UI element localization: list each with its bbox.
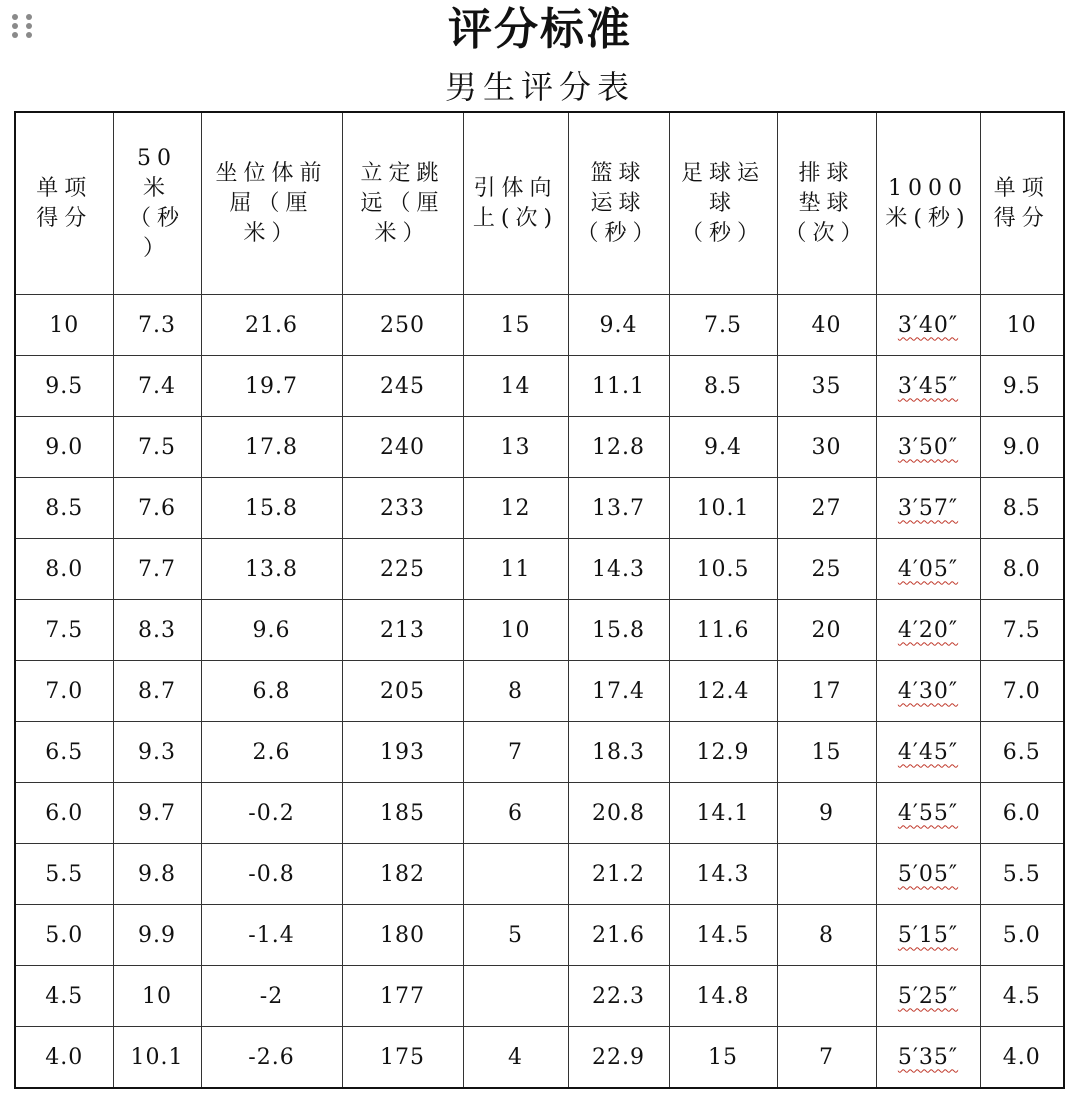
table-cell: 2.6 bbox=[201, 722, 342, 783]
table-cell: 21.2 bbox=[568, 844, 669, 905]
table-cell: 22.3 bbox=[568, 966, 669, 1027]
table-cell: 21.6 bbox=[568, 905, 669, 966]
table-cell: 6.0 bbox=[980, 783, 1064, 844]
table-cell bbox=[777, 844, 876, 905]
table-cell: 6.5 bbox=[15, 722, 113, 783]
table-cell: 18.3 bbox=[568, 722, 669, 783]
header-cell: 排球 垫球 （次） bbox=[777, 112, 876, 295]
table-cell: 4.5 bbox=[15, 966, 113, 1027]
table-cell: 9.7 bbox=[113, 783, 201, 844]
table-cell: 27 bbox=[777, 478, 876, 539]
header-cell: 立定跳 远（厘 米） bbox=[342, 112, 463, 295]
table-cell: 205 bbox=[342, 661, 463, 722]
table-cell bbox=[876, 905, 980, 966]
table-cell: 12 bbox=[463, 478, 568, 539]
table-cell: 5 bbox=[463, 905, 568, 966]
table-cell: 7.5 bbox=[113, 417, 201, 478]
table-row bbox=[15, 600, 1064, 661]
table-row bbox=[15, 478, 1064, 539]
table-cell: 15 bbox=[669, 1027, 777, 1089]
table-row bbox=[15, 844, 1064, 905]
table-cell: 15 bbox=[777, 722, 876, 783]
table-cell: 5.0 bbox=[15, 905, 113, 966]
table-cell: 20 bbox=[777, 600, 876, 661]
header-cell: 坐位体前 屈（厘米） bbox=[201, 112, 342, 295]
table-cell: 30 bbox=[777, 417, 876, 478]
table-cell: 7.5 bbox=[15, 600, 113, 661]
header-cell: 1000 米(秒) bbox=[876, 112, 980, 295]
table-cell: 14 bbox=[463, 356, 568, 417]
table-cell: 14.5 bbox=[669, 905, 777, 966]
table-cell: 12.9 bbox=[669, 722, 777, 783]
table-cell: 14.1 bbox=[669, 783, 777, 844]
table-cell bbox=[876, 356, 980, 417]
table-cell: 35 bbox=[777, 356, 876, 417]
header-cell: 篮球 运球 （秒） bbox=[568, 112, 669, 295]
table-cell: 10.1 bbox=[113, 1027, 201, 1089]
table-cell: 10 bbox=[113, 966, 201, 1027]
table-cell: 14.3 bbox=[568, 539, 669, 600]
time-value: 4′45″ bbox=[897, 739, 959, 765]
table-cell: 13.8 bbox=[201, 539, 342, 600]
table-cell: 7 bbox=[777, 1027, 876, 1089]
table-cell: 7.4 bbox=[113, 356, 201, 417]
table-cell: -2 bbox=[201, 966, 342, 1027]
table-cell: 225 bbox=[342, 539, 463, 600]
table-cell: 13.7 bbox=[568, 478, 669, 539]
table-cell: 5.0 bbox=[980, 905, 1064, 966]
table-cell: 17 bbox=[777, 661, 876, 722]
table-cell: 11.6 bbox=[669, 600, 777, 661]
table-cell: 19.7 bbox=[201, 356, 342, 417]
table-cell: 12.8 bbox=[568, 417, 669, 478]
time-value: 4′20″ bbox=[897, 617, 959, 643]
table-cell: 25 bbox=[777, 539, 876, 600]
table-cell: 4.5 bbox=[980, 966, 1064, 1027]
time-value: 3′45″ bbox=[897, 373, 959, 399]
table-cell: 8 bbox=[463, 661, 568, 722]
table-cell: 9.0 bbox=[15, 417, 113, 478]
header-cell: 50 米 （秒 ） bbox=[113, 112, 201, 295]
table-cell: 175 bbox=[342, 1027, 463, 1089]
time-value: 3′57″ bbox=[897, 495, 959, 521]
table-cell: 10 bbox=[463, 600, 568, 661]
table-cell: 9.6 bbox=[201, 600, 342, 661]
table-cell: 5.5 bbox=[15, 844, 113, 905]
table-cell: 250 bbox=[342, 295, 463, 356]
table-cell: 10 bbox=[15, 295, 113, 356]
table-cell: 4.0 bbox=[980, 1027, 1064, 1089]
table-cell: 9.9 bbox=[113, 905, 201, 966]
table-cell bbox=[876, 722, 980, 783]
table-cell: 8 bbox=[777, 905, 876, 966]
table-cell: 6.0 bbox=[15, 783, 113, 844]
table-cell bbox=[463, 966, 568, 1027]
table-row bbox=[15, 356, 1064, 417]
table-cell: 8.3 bbox=[113, 600, 201, 661]
table-cell: 245 bbox=[342, 356, 463, 417]
time-value: 5′25″ bbox=[897, 983, 959, 1009]
header-cell: 引体向 上(次) bbox=[463, 112, 568, 295]
table-cell: 17.4 bbox=[568, 661, 669, 722]
table-row bbox=[15, 905, 1064, 966]
table-cell bbox=[876, 417, 980, 478]
table-cell: 14.8 bbox=[669, 966, 777, 1027]
table-cell: -0.2 bbox=[201, 783, 342, 844]
table-cell: 10.1 bbox=[669, 478, 777, 539]
table-cell: 9.3 bbox=[113, 722, 201, 783]
table-cell: 7.5 bbox=[669, 295, 777, 356]
table-cell: 9.8 bbox=[113, 844, 201, 905]
table-row bbox=[15, 783, 1064, 844]
table-row bbox=[15, 1027, 1064, 1089]
time-value: 4′05″ bbox=[897, 556, 959, 582]
time-value: 4′30″ bbox=[897, 678, 959, 704]
table-cell: 9.0 bbox=[980, 417, 1064, 478]
table-cell: 9.5 bbox=[980, 356, 1064, 417]
table-cell bbox=[876, 539, 980, 600]
table-cell: 5.5 bbox=[980, 844, 1064, 905]
time-value: 5′15″ bbox=[897, 922, 959, 948]
table-cell bbox=[876, 966, 980, 1027]
table-cell: 15 bbox=[463, 295, 568, 356]
table-cell: 7 bbox=[463, 722, 568, 783]
table-cell: 8.5 bbox=[15, 478, 113, 539]
table-cell: 240 bbox=[342, 417, 463, 478]
table-cell: 8.5 bbox=[980, 478, 1064, 539]
table-cell bbox=[876, 1027, 980, 1089]
table-cell: -1.4 bbox=[201, 905, 342, 966]
table-cell bbox=[876, 844, 980, 905]
table-cell: 9 bbox=[777, 783, 876, 844]
table-cell bbox=[463, 844, 568, 905]
table-cell: 8.0 bbox=[980, 539, 1064, 600]
table-cell: 15.8 bbox=[201, 478, 342, 539]
time-value: 4′55″ bbox=[897, 800, 959, 826]
table-cell bbox=[777, 966, 876, 1027]
table-cell: 22.9 bbox=[568, 1027, 669, 1089]
table-cell: 6.5 bbox=[980, 722, 1064, 783]
table-cell: 9.5 bbox=[15, 356, 113, 417]
table-cell bbox=[876, 783, 980, 844]
table-cell: 7.7 bbox=[113, 539, 201, 600]
table-cell: 12.4 bbox=[669, 661, 777, 722]
table-cell: 8.7 bbox=[113, 661, 201, 722]
table-cell: 14.3 bbox=[669, 844, 777, 905]
table-cell: 8.5 bbox=[669, 356, 777, 417]
time-value: 5′05″ bbox=[897, 861, 959, 887]
table-cell: 193 bbox=[342, 722, 463, 783]
table-cell: 7.6 bbox=[113, 478, 201, 539]
table-row bbox=[15, 539, 1064, 600]
table-cell: 185 bbox=[342, 783, 463, 844]
table-row bbox=[15, 966, 1064, 1027]
header-row bbox=[15, 112, 1064, 295]
table-row bbox=[15, 295, 1064, 356]
table-row bbox=[15, 722, 1064, 783]
table-cell: 7.5 bbox=[980, 600, 1064, 661]
time-value: 3′50″ bbox=[897, 434, 959, 460]
table-row bbox=[15, 661, 1064, 722]
table-cell: 6 bbox=[463, 783, 568, 844]
header-cell: 单项 得分 bbox=[15, 112, 113, 295]
table-cell: 4.0 bbox=[15, 1027, 113, 1089]
table-cell: 11.1 bbox=[568, 356, 669, 417]
table-cell: 6.8 bbox=[201, 661, 342, 722]
table-cell: 10 bbox=[980, 295, 1064, 356]
table-cell: -0.8 bbox=[201, 844, 342, 905]
header-cell: 单项 得分 bbox=[980, 112, 1064, 295]
table-subtitle: 男生评分表 bbox=[444, 68, 635, 106]
table-cell: 182 bbox=[342, 844, 463, 905]
table-cell: -2.6 bbox=[201, 1027, 342, 1089]
table-cell: 7.0 bbox=[15, 661, 113, 722]
page-title: 评分标准 bbox=[448, 4, 632, 55]
table-cell: 9.4 bbox=[568, 295, 669, 356]
table-cell: 8.0 bbox=[15, 539, 113, 600]
table-cell: 9.4 bbox=[669, 417, 777, 478]
table-cell: 233 bbox=[342, 478, 463, 539]
table-cell: 20.8 bbox=[568, 783, 669, 844]
table-cell: 7.3 bbox=[113, 295, 201, 356]
table-cell bbox=[876, 661, 980, 722]
table-cell: 11 bbox=[463, 539, 568, 600]
header-cell: 足球运 球 （秒） bbox=[669, 112, 777, 295]
table-cell bbox=[876, 478, 980, 539]
table-cell: 177 bbox=[342, 966, 463, 1027]
table-cell: 213 bbox=[342, 600, 463, 661]
table-cell: 180 bbox=[342, 905, 463, 966]
scoring-table bbox=[14, 111, 1065, 1089]
table-cell bbox=[876, 600, 980, 661]
table-cell: 4 bbox=[463, 1027, 568, 1089]
time-value: 3′40″ bbox=[897, 312, 959, 338]
table-cell: 10.5 bbox=[669, 539, 777, 600]
table-cell: 21.6 bbox=[201, 295, 342, 356]
table-cell: 40 bbox=[777, 295, 876, 356]
table-cell: 17.8 bbox=[201, 417, 342, 478]
table-row bbox=[15, 417, 1064, 478]
table-cell: 13 bbox=[463, 417, 568, 478]
table-cell bbox=[876, 295, 980, 356]
table-cell: 15.8 bbox=[568, 600, 669, 661]
table-cell: 7.0 bbox=[980, 661, 1064, 722]
time-value: 5′35″ bbox=[897, 1044, 959, 1070]
